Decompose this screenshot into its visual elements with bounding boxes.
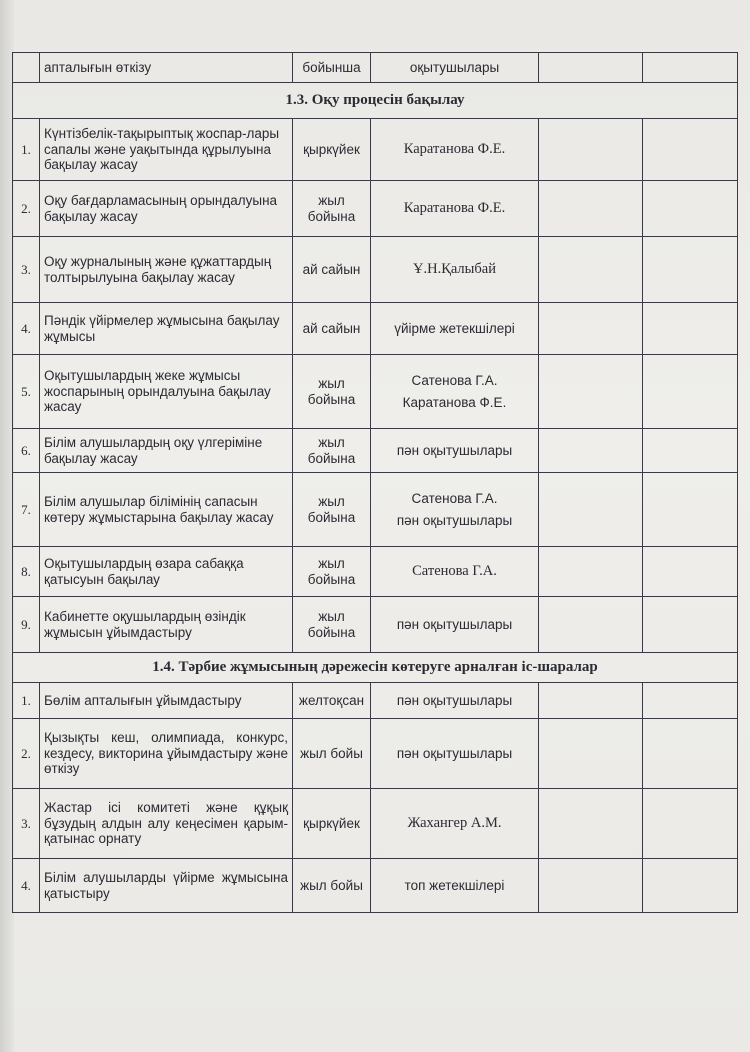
responsible-name: пән оқытушылары: [396, 692, 513, 708]
empty-cell: [539, 119, 643, 181]
responsible-name: топ жетекшілері: [404, 877, 505, 893]
section-title: 1.4. Тәрбие жұмысының дәрежесін көтеруге арналған іс-шаралар: [13, 653, 738, 683]
plan-table: [12, 52, 738, 913]
responsible-cell: [371, 683, 539, 719]
empty-cell: [539, 683, 643, 719]
row-number: 3.: [13, 237, 40, 303]
empty-cell: [643, 181, 738, 237]
row-number: 2.: [13, 181, 40, 237]
responsible-name: Сатенова Г.А.: [411, 372, 498, 388]
task-cell: Білім алушылар білімінің сапасын көтеру жұмыстарына бақылау жасау: [40, 473, 293, 547]
responsible-cell: [371, 429, 539, 473]
empty-cell: [539, 429, 643, 473]
table-row: [13, 859, 738, 913]
empty-cell: [643, 789, 738, 859]
time-cell: жыл бойына: [293, 355, 371, 429]
row-number: 4.: [13, 303, 40, 355]
table-row: [13, 473, 738, 547]
responsible-cell: [371, 303, 539, 355]
time-cell: қыркүйек: [293, 119, 371, 181]
section-heading-row: [13, 653, 738, 683]
table-row: [13, 719, 738, 789]
responsible-name: Каратанова Ф.Е.: [402, 394, 507, 410]
responsible-cell: [371, 119, 539, 181]
row-number: 7.: [13, 473, 40, 547]
section-body: [13, 683, 738, 913]
table-row: [13, 119, 738, 181]
table-row: [13, 237, 738, 303]
empty-cell: [539, 237, 643, 303]
responsible-cell: [371, 181, 539, 237]
table-row: [13, 303, 738, 355]
table-row: [13, 547, 738, 597]
time-cell: ай сайын: [293, 303, 371, 355]
table-row: [13, 597, 738, 653]
responsible-name: Жахангер А.М.: [407, 814, 502, 831]
table-row: [13, 181, 738, 237]
responsible-name: Ұ.Н.Қалыбай: [413, 260, 496, 277]
empty-cell: [539, 547, 643, 597]
task-cell: Пәндік үйірмелер жұмысына бақылау жұмысы: [40, 303, 293, 355]
empty-cell: [643, 473, 738, 547]
time-cell: бойынша: [293, 53, 371, 83]
empty-cell: [539, 303, 643, 355]
time-cell: ай сайын: [293, 237, 371, 303]
responsible-name: пән оқытушылары: [396, 442, 513, 458]
empty-cell: [539, 789, 643, 859]
empty-cell: [539, 473, 643, 547]
task-cell: Оқу журналының және құжаттардың толтырылуына бақылау жасау: [40, 237, 293, 303]
table-row: [13, 355, 738, 429]
responsible-name: Каратанова Ф.Е.: [403, 140, 506, 157]
row-number: 2.: [13, 719, 40, 789]
task-cell: Білім алушылардың оқу үлгеріміне бақылау жасау: [40, 429, 293, 473]
empty-cell: [643, 119, 738, 181]
row-number: 6.: [13, 429, 40, 473]
responsible-cell: [371, 237, 539, 303]
empty-cell: [643, 237, 738, 303]
time-cell: жыл бойына: [293, 473, 371, 547]
section-title: 1.3. Оқу процесін бақылау: [13, 83, 738, 119]
responsible-name: пән оқытушылары: [396, 512, 513, 528]
time-cell: жыл бойына: [293, 181, 371, 237]
row-number: 1.: [13, 119, 40, 181]
responsible-cell: оқытушылары: [371, 53, 539, 83]
empty-cell: [539, 355, 643, 429]
responsible-name: Сатенова Г.А.: [412, 562, 497, 579]
responsible-cell: [371, 355, 539, 429]
empty-cell: [539, 181, 643, 237]
empty-cell: [643, 429, 738, 473]
empty-cell: [643, 355, 738, 429]
empty-cell: [643, 547, 738, 597]
row-number: 8.: [13, 547, 40, 597]
empty-cell: [643, 303, 738, 355]
responsible-cell: [371, 597, 539, 653]
time-cell: жыл бойына: [293, 429, 371, 473]
task-cell: Қызықты кеш, олимпиада, конкурс, кездесу, викторина ұйымдастыру және өткізу: [40, 719, 293, 789]
row-number: 1.: [13, 683, 40, 719]
task-cell: Жастар ісі комитеті және құқық бұзудың алдын алу кеңесімен қарым-қатынас орнату: [40, 789, 293, 859]
task-cell: Кабинетте оқушылардың өзіндік жұмысын ұйымдастыру: [40, 597, 293, 653]
task-cell: Оқытушылардың жеке жұмысы жоспарының орындалуына бақылау жасау: [40, 355, 293, 429]
responsible-name: пән оқытушылары: [396, 745, 513, 761]
row-number: 3.: [13, 789, 40, 859]
responsible-name: үйірме жетекшілері: [394, 320, 515, 336]
section-heading-row: [13, 83, 738, 119]
time-cell: желтоқсан: [293, 683, 371, 719]
task-cell: Күнтізбелік-тақырыптық жоспар-лары сапалы және уақытында құрылуына бақылау жасау: [40, 119, 293, 181]
row-number: 9.: [13, 597, 40, 653]
row-number: 5.: [13, 355, 40, 429]
section-body: [13, 119, 738, 653]
task-cell: апталығын өткізу: [40, 53, 293, 83]
task-cell: Бөлім апталығын ұйымдастыру: [40, 683, 293, 719]
row-number-cell: [13, 53, 40, 83]
task-cell: Оқытушылардың өзара сабаққа қатысуын бақылау: [40, 547, 293, 597]
responsible-cell: [371, 789, 539, 859]
task-cell: Оқу бағдарламасының орындалуына бақылау жасау: [40, 181, 293, 237]
table-row: [13, 683, 738, 719]
table-row: [13, 53, 738, 83]
empty-cell: [539, 53, 643, 83]
empty-cell: [643, 683, 738, 719]
time-cell: жыл бойы: [293, 719, 371, 789]
time-cell: қыркүйек: [293, 789, 371, 859]
responsible-cell: [371, 719, 539, 789]
empty-cell: [643, 859, 738, 913]
time-cell: жыл бойы: [293, 859, 371, 913]
empty-cell: [643, 719, 738, 789]
responsible-cell: [371, 547, 539, 597]
time-cell: жыл бойына: [293, 597, 371, 653]
row-number: 4.: [13, 859, 40, 913]
responsible-name: пән оқытушылары: [396, 616, 513, 632]
responsible-name: Каратанова Ф.Е.: [403, 199, 506, 216]
task-cell: Білім алушыларды үйірме жұмысына қатыстыру: [40, 859, 293, 913]
responsible-cell: [371, 859, 539, 913]
empty-cell: [539, 719, 643, 789]
table-row: [13, 789, 738, 859]
time-cell: жыл бойына: [293, 547, 371, 597]
responsible-cell: [371, 473, 539, 547]
responsible-name: Сатенова Г.А.: [411, 490, 498, 506]
empty-cell: [643, 597, 738, 653]
empty-cell: [539, 597, 643, 653]
empty-cell: [539, 859, 643, 913]
table-row: [13, 429, 738, 473]
empty-cell: [643, 53, 738, 83]
